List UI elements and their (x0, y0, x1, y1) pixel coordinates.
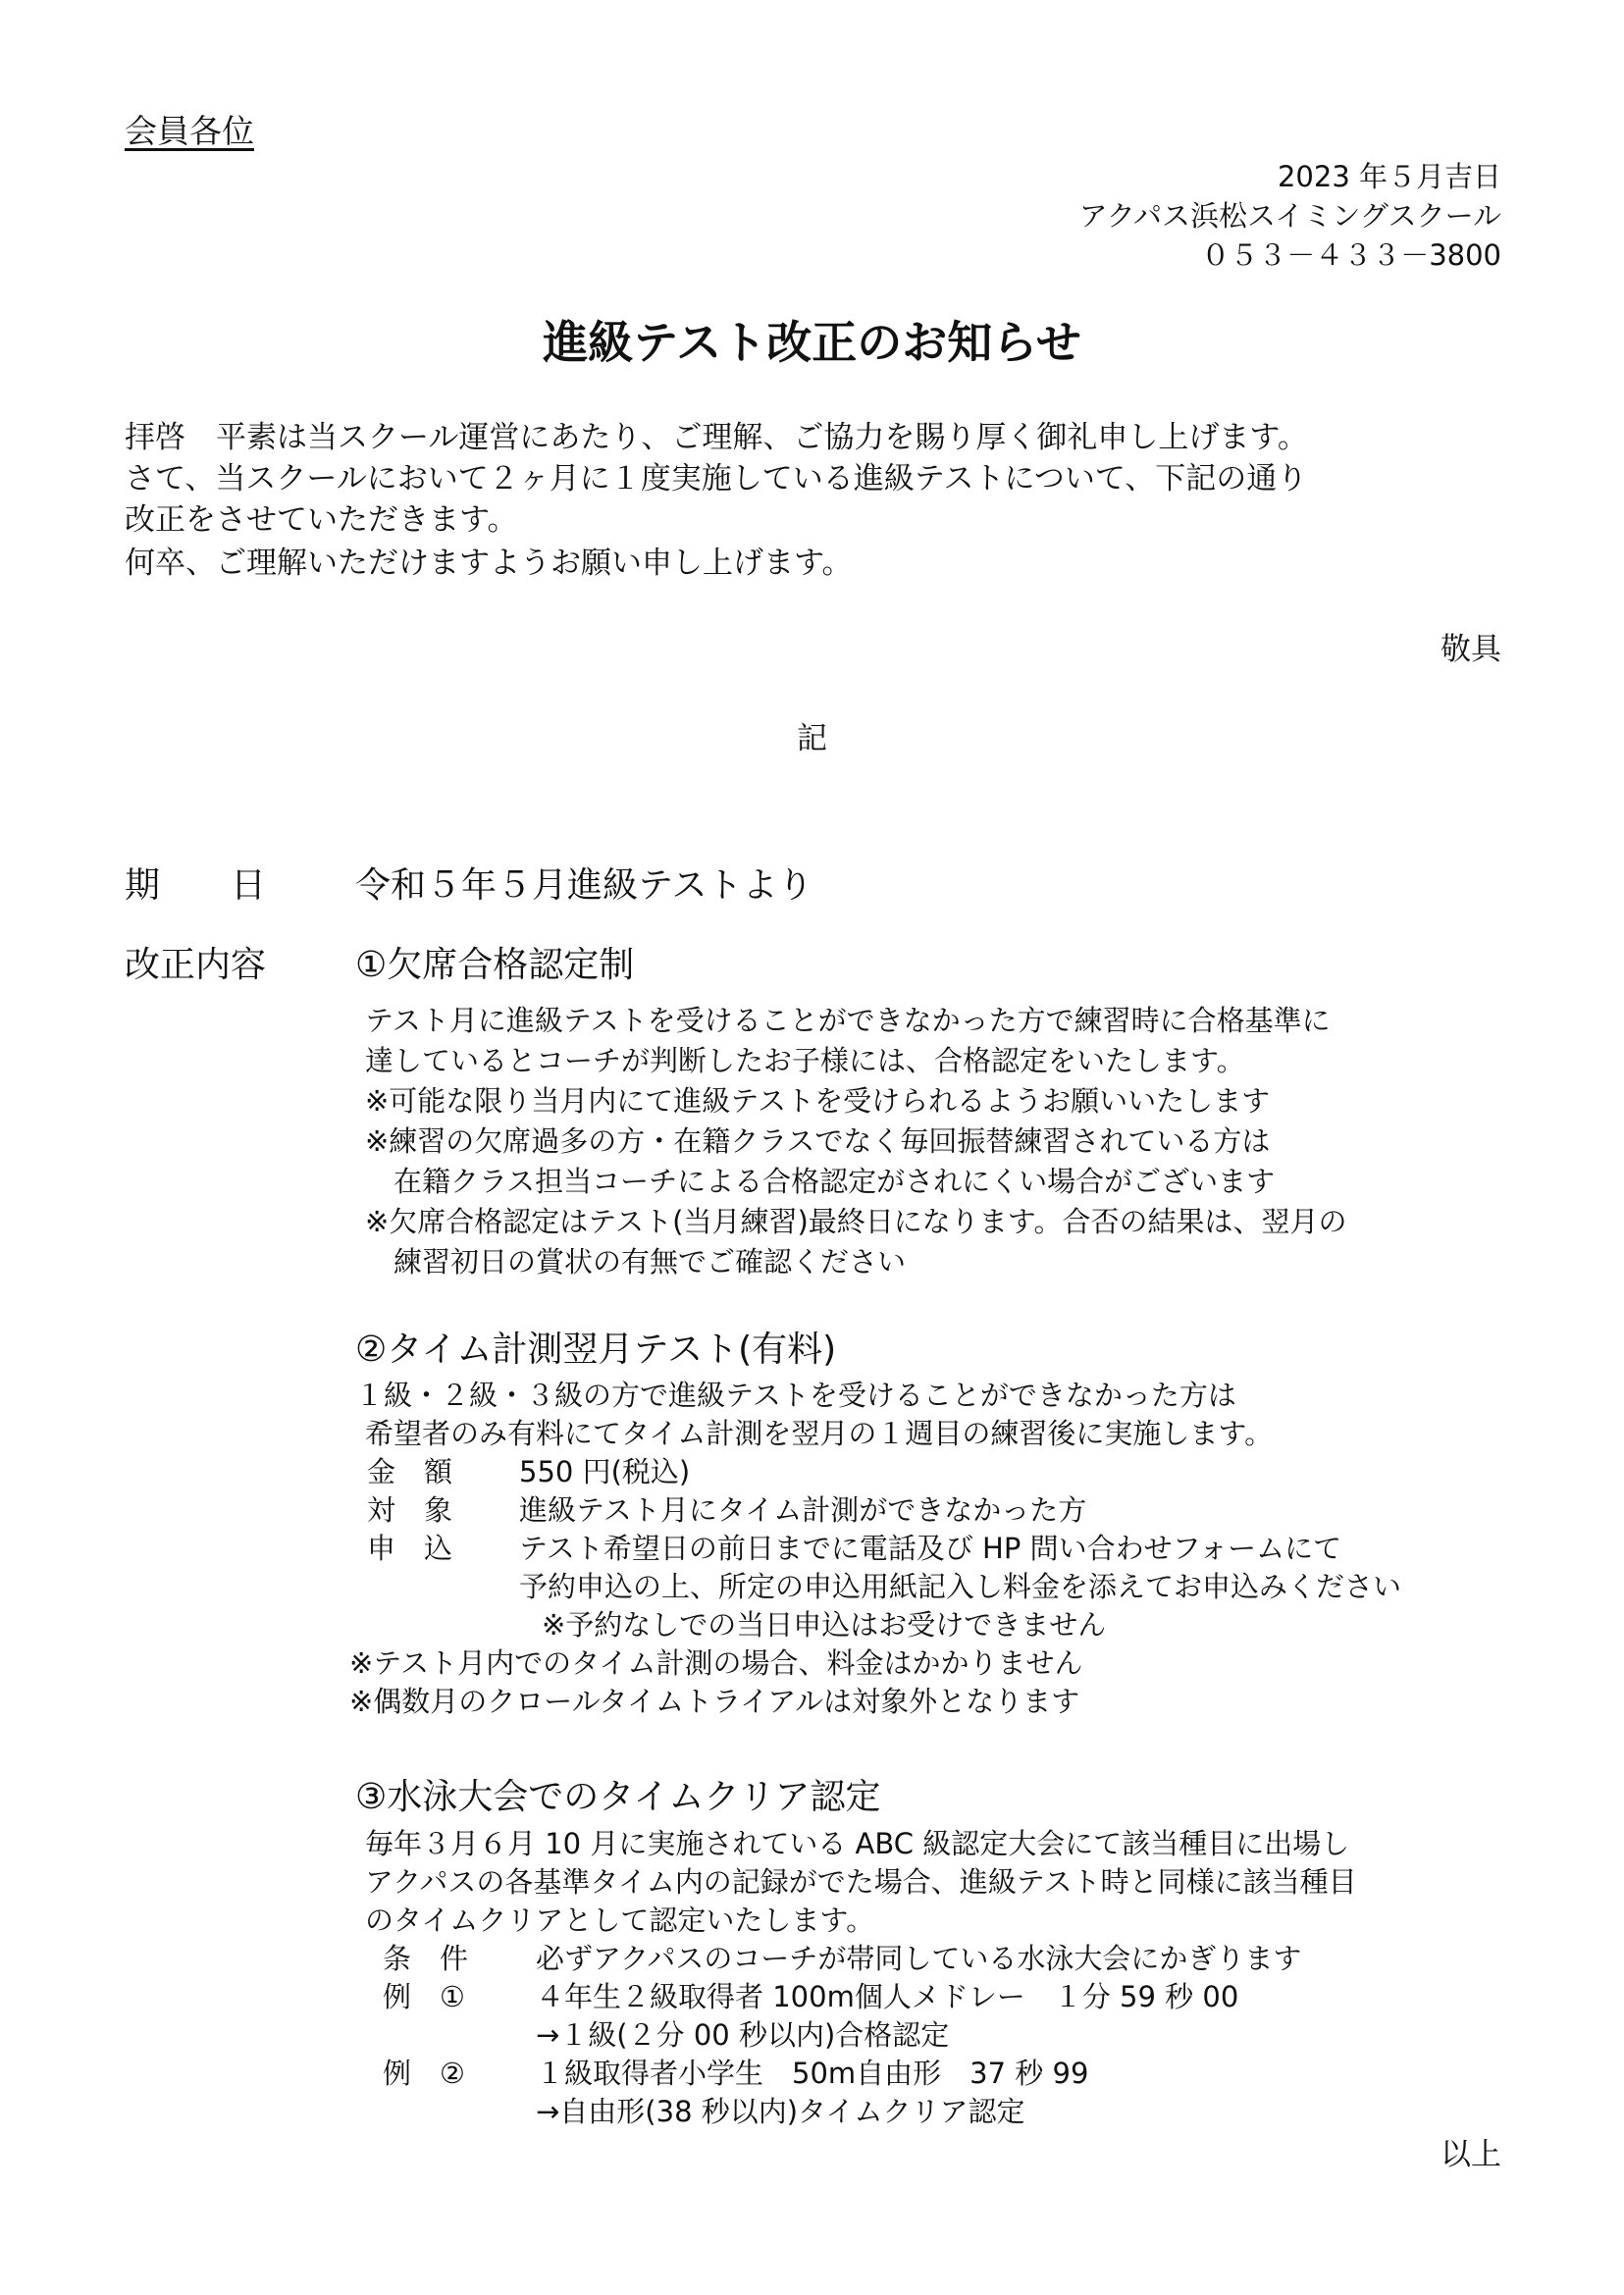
target-label: 対 象 (367, 1493, 453, 1527)
greeting-line: 改正をさせていただきます。 (125, 502, 518, 538)
apply-cont: 予約申込の上、所定の申込用紙記入し料金を添えてお申込みください (519, 1570, 1402, 1603)
closing-ijo: 以上 (1441, 2137, 1501, 2172)
example2-label: 例 ② (383, 2057, 465, 2090)
content-label: 改正内容 (125, 945, 267, 985)
issue-date: 2023 年５月吉日 (1277, 160, 1501, 193)
sender-phone: ０５３－４３３－3800 (1201, 238, 1501, 272)
section1-line: テスト月に進級テストを受けることができなかった方で練習時に合格基準に (365, 1004, 1331, 1037)
fee-label: 金 額 (367, 1455, 453, 1488)
section2-title: ②タイム計測翌月テスト(有料) (355, 1330, 837, 1370)
condition-value: 必ずアクパスのコーチが帯同している水泳大会にかぎります (536, 1942, 1302, 1975)
page-title: 進級テスト改正のお知らせ (543, 316, 1081, 369)
section3-line: 毎年３月６月 10 月に実施されている ABC 級認定大会にて該当種目に出場し (365, 1827, 1350, 1860)
section2-intro: 希望者のみ有料にてタイム計測を翌月の１週目の練習後に実施します。 (365, 1417, 1274, 1450)
section1-line: ※練習の欠席過多の方・在籍クラスでなく毎回振替練習されている方は (365, 1124, 1271, 1158)
section1-line: ※可能な限り当月内にて進級テストを受けられるようお願いいたします (365, 1084, 1271, 1118)
section2-intro: １級・２級・３級の方で進級テストを受けることができなかった方は (355, 1379, 1236, 1412)
apply-value: テスト希望日の前日までに電話及び HP 問い合わせフォームにて (519, 1532, 1342, 1565)
example2-result: →自由形(38 秒以内)タイムクリア認定 (536, 2095, 1025, 2128)
greeting-line: 何卒、ご理解いただけますようお願い申し上げます。 (125, 546, 853, 581)
section3-line: アクパスの各基準タイム内の記録がでた場合、進級テスト時と同様に該当種目 (365, 1865, 1357, 1899)
section1-line: ※欠席合格認定はテスト(当月練習)最終日になります。合否の結果は、翌月の (365, 1205, 1347, 1238)
target-value: 進級テスト月にタイム計測ができなかった方 (519, 1493, 1087, 1527)
closing-keigu: 敬具 (1441, 632, 1501, 667)
example1-value: ４年生２級取得者 100m個人メドレー １分 59 秒 00 (536, 1980, 1239, 2013)
section3-line: のタイムクリアとして認定いたします。 (365, 1904, 875, 1937)
section1-line: 在籍クラス担当コーチによる合格認定がされにくい場合がございます (365, 1165, 1276, 1198)
section1-title: ①欠席合格認定制 (355, 945, 635, 985)
condition-label: 条 件 (383, 1942, 469, 1975)
fee-value: 550 円(税込) (519, 1455, 691, 1488)
addressee: 会員各位 (125, 112, 254, 150)
ki-heading: 記 (797, 721, 827, 756)
example1-label: 例 ① (383, 1980, 465, 2013)
section3-title: ③水泳大会でのタイムクリア認定 (355, 1777, 881, 1817)
section1-line: 練習初日の賞状の有無でご確認ください (365, 1245, 907, 1278)
greeting-line: 拝啓 平素は当スクール運営にあたり、ご理解、ご協力を賜り厚く御礼申し上げます。 (125, 420, 1308, 455)
section2-note: ※テスト月内でのタイム計測の場合、料金はかかりません (349, 1646, 1083, 1680)
greeting-line: さて、当スクールにおいて２ヶ月に１度実施している進級テストについて、下記の通り (125, 461, 1308, 496)
apply-label: 申 込 (367, 1532, 453, 1565)
sender-name: アクパス浜松スイミングスクール (1078, 199, 1501, 233)
example1-result: →１級(２分 00 秒以内)合格認定 (536, 2018, 950, 2052)
example2-value: １級取得者小学生 50m自由形 37 秒 99 (536, 2057, 1089, 2090)
section1-line: 達しているとコーチが判断したお子様には、合格認定をいたします。 (365, 1044, 1245, 1077)
apply-note: ※予約なしでの当日申込はお受けできません (542, 1608, 1107, 1642)
date-label: 期 日 (125, 865, 267, 906)
section2-note: ※偶数月のクロールタイムトライアルは対象外となります (349, 1685, 1080, 1718)
date-value: 令和５年５月進級テストより (355, 865, 813, 906)
